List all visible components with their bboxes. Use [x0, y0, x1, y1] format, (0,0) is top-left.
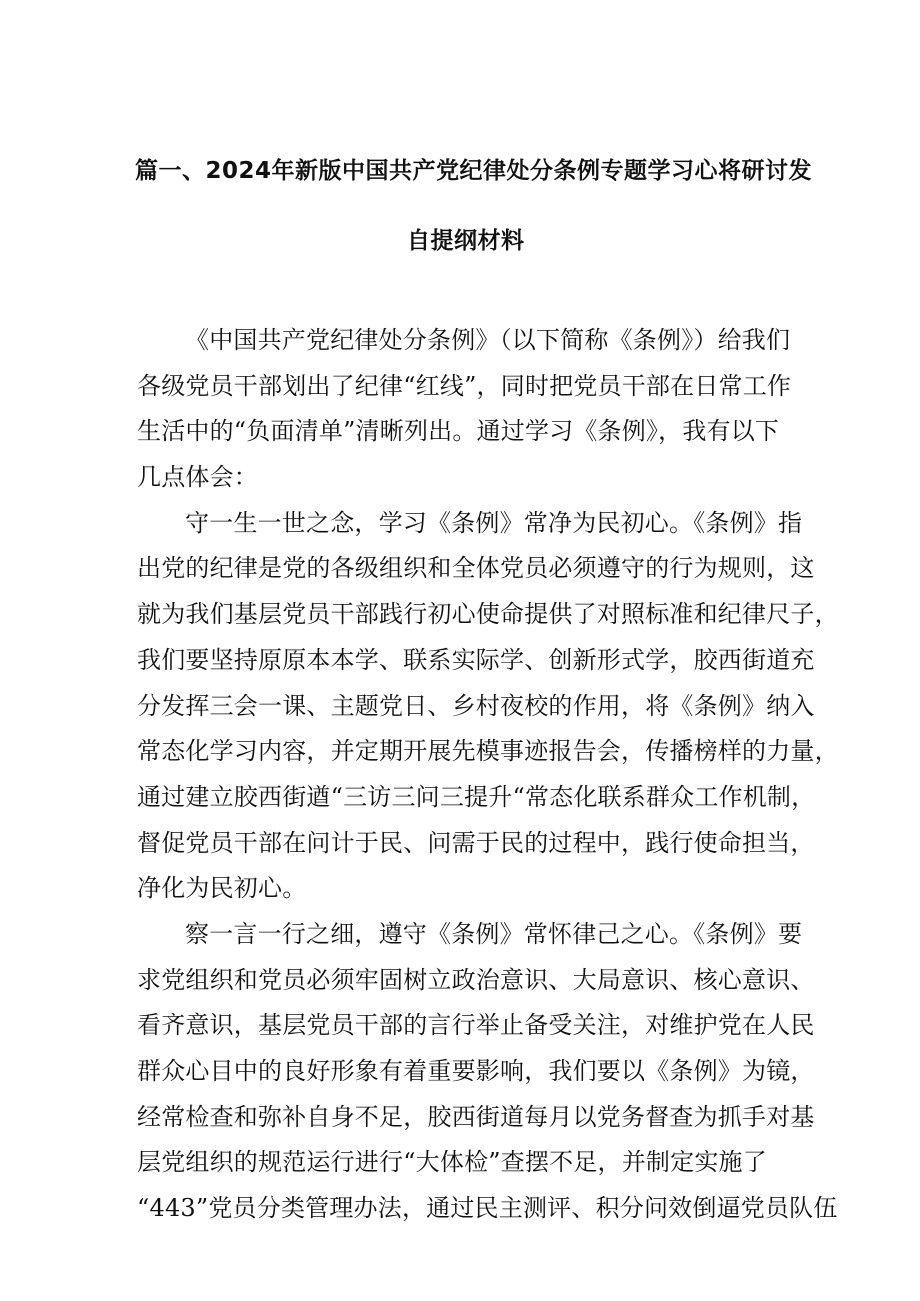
- document-title-line-2: 自提纲材料: [407, 228, 525, 254]
- paragraph-line: 分发挥三会一课、主题党日、乡村夜校的作用，将《条例》纳入: [137, 691, 815, 720]
- document-title-line-1: 篇一、2024年新版中国共产党纪律处分条例专题学习心将研讨发: [135, 158, 813, 184]
- paragraph-line: 求党组织和党员必须牢固树立政治意识、大局意识、核心意识、: [137, 965, 815, 994]
- paragraph-line: 就为我们基层党员干部践行初心使命提供了对照标准和纪律尺子，: [137, 600, 839, 629]
- paragraph-line: 层党组织的规范运行进行“大体检”查摆不足，并制定实施了: [137, 1148, 767, 1177]
- paragraph-line: 出党的纪律是党的各级组织和全体党员必须遵守的行为规则，这: [137, 554, 815, 583]
- paragraph-line: 经常检查和弥补自身不足，胶西街道每月以党务督查为抓手对基: [137, 1102, 815, 1131]
- paragraph-line: 常态化学习内容，并定期开展先模事迹报告会，传播榜样的力量，: [137, 737, 839, 766]
- paragraph-line: 通过建立胶西街遒“三访三问三提升“常态化联系群众工作机制，: [137, 782, 816, 811]
- paragraph-line: 净化为民初心。: [137, 874, 307, 903]
- paragraph-line: 察一言一行之细，遵守《条例》常怀律己之心。《条例》要: [185, 919, 803, 948]
- paragraph-line: 督促党员干部在问计于民、问需于民的过程中，践行使命担当，: [137, 828, 815, 857]
- paragraph-line: 我们要坚持原原本本学、联系实际学、创新形式学，胶西街道充: [137, 645, 815, 674]
- paragraph-line: 守一生一世之念，学习《条例》常净为民初心。《条例》指: [185, 508, 803, 537]
- paragraph-line: 生活中的“负面清单”清晰列出。通过学习《条例》，我有以下: [137, 417, 780, 446]
- paragraph-line: 群众心目中的良好形象有着重要影响，我们要以《条例》为镜，: [137, 1057, 815, 1085]
- paragraph-line: 《中国共产党纪律处分条例》（以下简称《条例》）给我们: [185, 326, 791, 354]
- paragraph-line: 各级党员干部划出了纪律“红线”，同时把党员干部在日常工作: [137, 371, 792, 400]
- paragraph-line: “443”党员分类管理办法，通过民主测评、积分问效倒逼党员队伍: [137, 1194, 838, 1223]
- paragraph-line: 看齐意识，基层党员干部的言行举止备受关注，对维护党在人民: [137, 1011, 815, 1040]
- paragraph-line: 几点体会：: [137, 463, 258, 492]
- document-body: [137, 318, 839, 1232]
